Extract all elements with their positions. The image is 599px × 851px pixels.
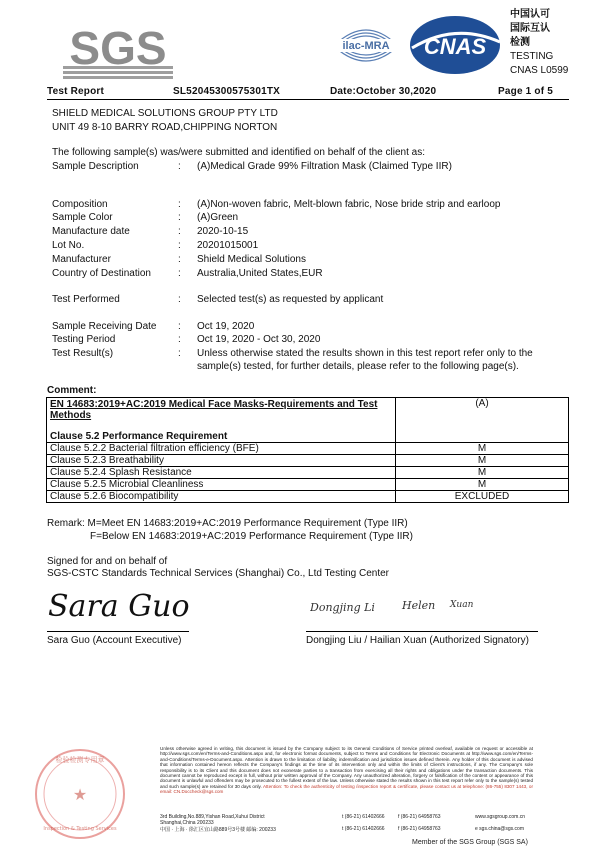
intro-text: The following sample(s) was/were submitted and identified on behalf of the client as: bbox=[52, 147, 425, 158]
fax-en: f (86-21) 64958763 bbox=[398, 814, 441, 820]
cnas-line: TESTING bbox=[510, 51, 554, 62]
clause-cell: Clause 5.2.2 Bacterial filtration efficiency (BFE) bbox=[47, 443, 396, 455]
ilac-mra-logo bbox=[330, 14, 402, 74]
right-signature-line bbox=[306, 631, 538, 632]
field-value: Australia,United States,EUR bbox=[197, 268, 323, 279]
client-name: SHIELD MEDICAL SOLUTIONS GROUP PTY LTD bbox=[52, 108, 278, 119]
field-colon: : bbox=[178, 254, 181, 265]
field-value: Shield Medical Solutions bbox=[197, 254, 306, 265]
terms-body: Unless otherwise agreed in writing, this document is issued by the Company subject to its General Conditions of Service printed overleaf, available on request or accessible at http://www.sgs.com/en/Terms-and-Conditions.aspx and, for electronic format documents, subject to Terms and Conditions for Electronic Documents at http://www.sgs.com/en/Terms-and-Conditions/Terms-e-Document.aspx. Attention is drawn to the limitation of liability, indemnification and jurisdiction issues defined therein. Any holder of this document is advised that information contained hereon reflects the Company's findings at the time of its intervention only and within the limits of Client's instructions, if any. The Company's sole responsibility is to its Client and this document does not exonerate parties to a transaction from exercising all their rights and obligations under the transaction documents. This document cannot be reproduced except in full, without prior written approval of the Company. Any unauthorized alteration, forgery or falsification of the content or appearance of this document is unlawful and offenders may be prosecuted to the fullest extent of the law. Unless otherwise stated the results shown in this test report refer only to the sample(s) tested and such sample(s) are retained for 30 days only. bbox=[160, 746, 533, 789]
cnas-logo bbox=[408, 12, 503, 78]
signature-helen: Helen bbox=[402, 599, 436, 612]
sgs-logo bbox=[63, 14, 173, 80]
website: www.sgsgroup.com.cn bbox=[475, 814, 526, 820]
authenticity-notice: Attention: To check the authenticity of testing /inspection report & certificate, please contact us at telephone: (86-755) 8307 1443, or email: CN.Doccheck@sgs.com bbox=[160, 783, 533, 795]
field-value: (A)Medical Grade 99% Filtration Mask (Claimed Type IIR) bbox=[197, 161, 452, 172]
field-colon: : bbox=[178, 348, 181, 359]
field-colon: : bbox=[178, 294, 181, 305]
field-value: Unless otherwise stated the results shown in this test report refer only to the sample(s) tested, for further details, please refer to the following page(s). bbox=[197, 348, 533, 372]
field-label: Sample Color bbox=[52, 212, 113, 223]
terms-fine-print bbox=[160, 746, 533, 795]
left-signature-line bbox=[47, 631, 189, 632]
right-signer-names: Dongjing Liu / Hailian Xuan (Authorized Signatory) bbox=[306, 635, 529, 646]
sample-column-header: (A) bbox=[396, 398, 569, 443]
table-row bbox=[47, 467, 569, 479]
field-colon: : bbox=[178, 334, 181, 345]
header-divider bbox=[47, 99, 569, 100]
sgs-logo-text: SGS bbox=[69, 22, 167, 74]
ilac-text: ilac-MRA bbox=[342, 40, 390, 52]
field-label: Manufacture date bbox=[52, 226, 130, 237]
result-cell: EXCLUDED bbox=[396, 491, 569, 503]
field-label: Sample Receiving Date bbox=[52, 321, 157, 332]
field-colon: : bbox=[178, 199, 181, 210]
remark-line-1: Remark: M=Meet EN 14683:2019+AC:2019 Performance Requirement (Type IIR) bbox=[47, 518, 408, 529]
field-colon: : bbox=[178, 226, 181, 237]
field-colon: : bbox=[178, 161, 181, 172]
sara-guo-signature bbox=[46, 582, 196, 624]
address-en: 3rd Building,No.889,Yishan Road,Xuhui District Shanghai,China 200233 bbox=[160, 814, 265, 826]
svg-text:★: ★ bbox=[72, 787, 88, 804]
cnas-line: 国际互认 bbox=[510, 23, 550, 34]
field-colon: : bbox=[178, 268, 181, 279]
cnas-line: 中国认可 bbox=[510, 9, 550, 20]
field-colon: : bbox=[178, 321, 181, 332]
signature-glyphs: Sara Guo bbox=[48, 589, 190, 624]
report-date: Date:October 30,2020 bbox=[330, 86, 437, 97]
fax-cn: f (86-21) 64958763 bbox=[398, 826, 441, 832]
cnas-line: CNAS L0599 bbox=[510, 65, 569, 76]
cnas-accreditation-text bbox=[510, 8, 568, 78]
clause-cell: Clause 5.2.6 Biocompatibility bbox=[47, 491, 396, 503]
phone-cn: t (86-21) 61402666 bbox=[342, 826, 385, 832]
field-value: (A)Non-woven fabric, Melt-blown fabric, Nose bride strip and earloop bbox=[197, 199, 501, 210]
phone-en: t (86-21) 61402666 bbox=[342, 814, 385, 820]
sgs-group-membership: Member of the SGS Group (SGS SA) bbox=[412, 839, 528, 846]
table-row bbox=[47, 479, 569, 491]
table-row bbox=[47, 443, 569, 455]
signature-xuan: Xuan bbox=[450, 600, 474, 610]
report-label: Test Report bbox=[47, 86, 105, 97]
remark-line-2: F=Below EN 14683:2019+AC:2019 Performance Requirement (Type IIR) bbox=[90, 531, 413, 542]
field-label: Testing Period bbox=[52, 334, 116, 345]
table-header-row bbox=[47, 398, 569, 443]
field-value: 20201015001 bbox=[197, 240, 259, 251]
field-value: (A)Green bbox=[197, 212, 239, 223]
field-label: Manufacturer bbox=[52, 254, 111, 265]
field-label: Sample Description bbox=[52, 161, 139, 172]
stamp-en: Inspection & Testing Services bbox=[43, 826, 117, 832]
cnas-text: CNAS bbox=[423, 34, 487, 59]
signature-liu: Dongjing Li bbox=[310, 601, 375, 614]
field-colon: : bbox=[178, 240, 181, 251]
report-number: SL52045300575301TX bbox=[173, 86, 281, 97]
field-label: Test Result(s) bbox=[52, 348, 114, 359]
result-cell: M bbox=[396, 443, 569, 455]
standard-title: EN 14683:2019+AC:2019 Medical Face Masks-Requirements and Test Methods bbox=[50, 399, 378, 421]
field-colon: : bbox=[178, 212, 181, 223]
authorized-signatures bbox=[310, 593, 500, 621]
clause-cell: Clause 5.2.3 Breathability bbox=[47, 455, 396, 467]
field-label: Lot No. bbox=[52, 240, 85, 251]
inspection-stamp bbox=[24, 744, 136, 844]
client-address: UNIT 49 8-10 BARRY ROAD,CHIPPING NORTON bbox=[52, 122, 278, 133]
field-value: Oct 19, 2020 bbox=[197, 321, 255, 332]
result-cell: M bbox=[396, 479, 569, 491]
result-cell: M bbox=[396, 467, 569, 479]
field-label: Test Performed bbox=[52, 294, 120, 305]
signed-on-behalf: Signed for and on behalf of bbox=[47, 556, 168, 567]
comment-label: Comment: bbox=[47, 385, 97, 396]
cnas-line: 检测 bbox=[510, 37, 530, 48]
results-table bbox=[46, 397, 569, 503]
page-number: Page 1 of 5 bbox=[498, 86, 553, 97]
signing-organisation: SGS-CSTC Standards Technical Services (Shanghai) Co., Ltd Testing Center bbox=[47, 568, 390, 579]
table-row bbox=[47, 491, 569, 503]
address-cn: 中国 · 上海 · 徐汇区宜山路889号3号楼 邮编: 200233 bbox=[160, 827, 276, 833]
result-cell: M bbox=[396, 455, 569, 467]
table-row bbox=[47, 455, 569, 467]
section-heading: Clause 5.2 Performance Requirement bbox=[50, 431, 228, 442]
clause-cell: Clause 5.2.5 Microbial Cleanliness bbox=[47, 479, 396, 491]
left-signer-name: Sara Guo (Account Executive) bbox=[47, 635, 182, 646]
field-label: Country of Destination bbox=[52, 268, 151, 279]
email: e sgs.china@sgs.com bbox=[475, 826, 524, 832]
field-value: Oct 19, 2020 - Oct 30, 2020 bbox=[197, 334, 321, 345]
field-label: Composition bbox=[52, 199, 108, 210]
stamp-text: 检验检测专用章 bbox=[55, 756, 105, 764]
clause-cell: Clause 5.2.4 Splash Resistance bbox=[47, 467, 396, 479]
field-value: Selected test(s) as requested by applicant bbox=[197, 294, 384, 305]
field-value: 2020-10-15 bbox=[197, 226, 249, 237]
